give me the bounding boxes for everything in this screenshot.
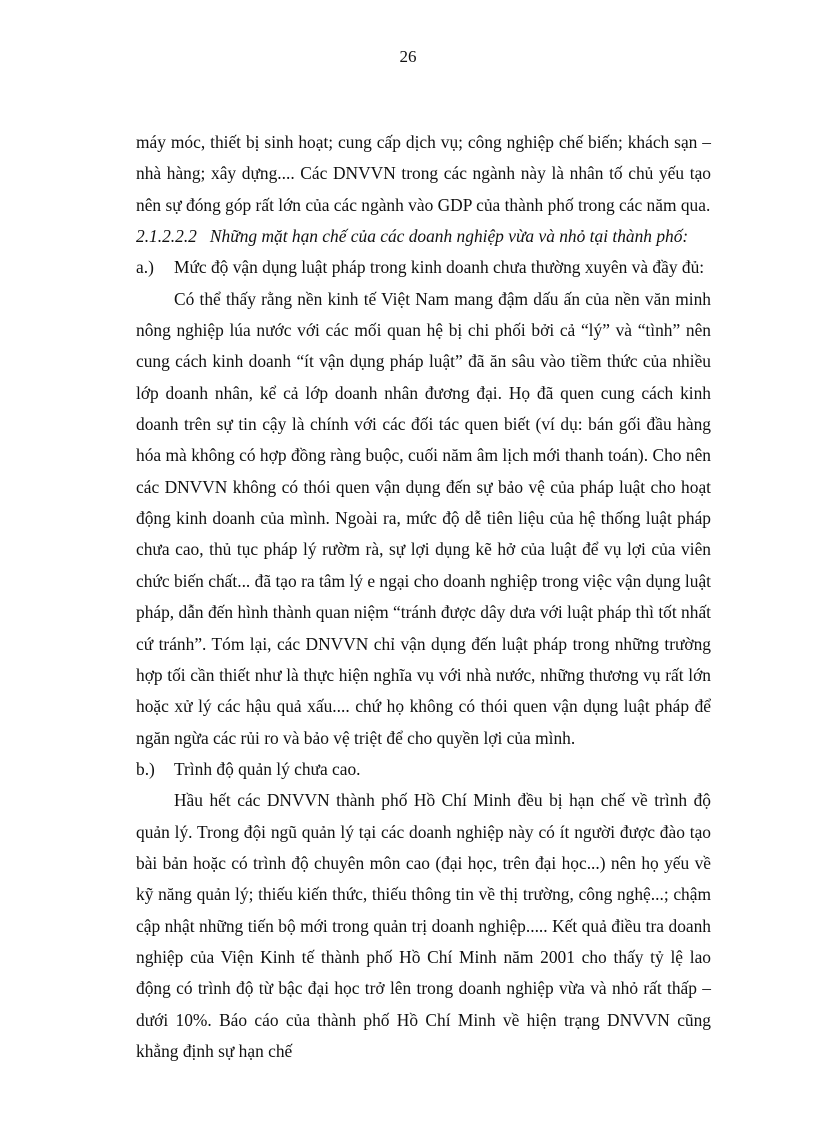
document-body [136,127,711,1067]
page-number: 26 [399,47,417,66]
item-b-marker: b.) [136,758,155,779]
section-number: 2.1.2.2.2 [136,226,197,247]
paragraph-continuation: máy móc, thiết bị sinh hoạt; cung cấp dịch vụ; công nghiệp chế biến; khách sạn – nhà hàng; xây dựng.... Các DNVVN trong các ngành này là nhân tố chủ yếu tạo nên sự đóng góp rất lớn của các ngành vào GDP của thành phố trong các năm qua. [136,132,711,215]
item-a-marker: a.) [136,257,154,278]
item-b-title: Trình độ quản lý chưa cao. [174,758,361,779]
section-title: Những mặt hạn chế của các doanh nghiệp vừa và nhỏ tại thành phố: [209,226,689,247]
item-a-heading [136,252,711,283]
paragraph-management-level: Hầu hết các DNVVN thành phố Hồ Chí Minh đều bị hạn chế về trình độ quản lý. Trong đội ngũ quản lý tại các doanh nghiệp này có ít người được đào tạo bài bản hoặc có trình độ chuyên môn cao (đại học, trên đại học...) nên họ yếu về kỹ năng quản lý; thiếu kiến thức, thiếu thông tin về thị trường, công nghệ...; chậm cập nhật những tiến bộ mới trong quản trị doanh nghiệp..... Kết quả điều tra doanh nghiệp của Viện Kinh tế thành phố Hồ Chí Minh năm 2001 cho thấy tỷ lệ lao động có trình độ từ bậc đại học trở lên trong doanh nghiệp vừa và nhỏ rất thấp – dưới 10%. Báo cáo của thành phố Hồ Chí Minh về hiện trạng DNVVN cũng khẳng định sự hạn chế [136,790,711,1061]
item-b-heading [136,754,711,785]
item-a-title: Mức độ vận dụng luật pháp trong kinh doanh chưa thường xuyên và đầy đủ: [174,257,705,278]
paragraph-legal-usage: Có thể thấy rằng nền kinh tế Việt Nam mang đậm dấu ấn của nền văn minh nông nghiệp lúa nước với các mối quan hệ bị chi phối bởi cả “lý” và “tình” nên cung cách kinh doanh “ít vận dụng pháp luật” đã ăn sâu vào tiềm thức của nhiều lớp doanh nhân, kể cả lớp doanh nhân đương đại. Họ đã quen cung cách kinh doanh trên sự tin cậy là chính với các đối tác quen biết (ví dụ: bán gối đầu hàng hóa mà không có hợp đồng ràng buộc, cuối năm âm lịch mới thanh toán). Cho nên các DNVVN không có thói quen vận dụng đến sự bảo vệ của pháp luật cho hoạt động kinh doanh của mình. Ngoài ra, mức độ dễ tiên liệu của hệ thống luật pháp chưa cao, thủ tục pháp lý rườm rà, sự lợi dụng kẽ hở của luật để vụ lợi của viên chức biến chất... đã tạo ra tâm lý e ngại cho doanh nghiệp trong việc vận dụng luật pháp, dẫn đến hình thành quan niệm “tránh được dây dưa với luật pháp thì tốt nhất cứ tránh”. Tóm lại, các DNVVN chỉ vận dụng đến luật pháp trong những trường hợp tối cần thiết như là thực hiện nghĩa vụ với nhà nước, những thương vụ rất lớn hoặc xử lý các hậu quả xấu.... chứ họ không có thói quen vận dụng luật pháp để ngăn ngừa các rủi ro và bảo vệ triệt để cho quyền lợi của mình. [136,288,711,748]
section-heading [136,221,711,252]
